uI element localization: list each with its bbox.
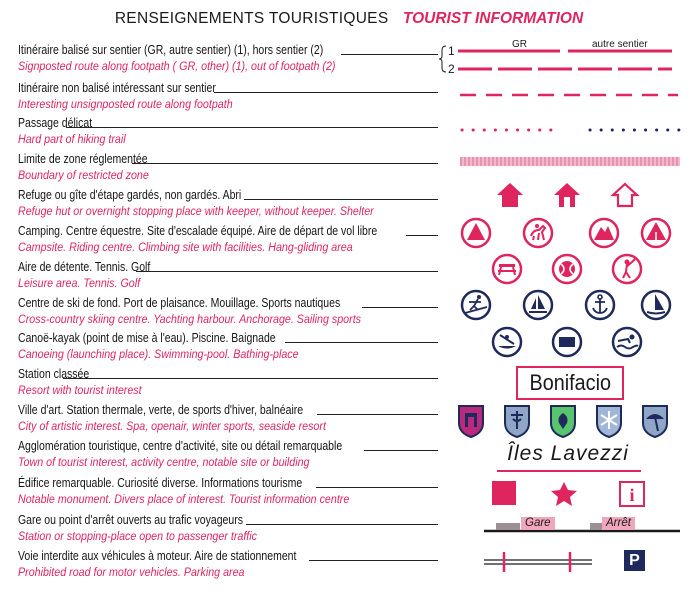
town-name: Îles Lavezzi [507, 442, 629, 465]
title-french: RENSEIGNEMENTS TOURISTIQUES [114, 10, 389, 27]
leader-line [364, 450, 438, 451]
legend-fr: Aire de détente. Tennis. Golf [18, 260, 151, 274]
legend-en: Prohibited road for motor vehicles. Parking area [18, 567, 245, 579]
symbol-sports-row [461, 290, 681, 322]
hang-gliding-icon [642, 219, 670, 247]
leader-line [406, 235, 438, 236]
tourist-town-example [488, 442, 648, 466]
legend-en: Interesting unsignposted route along footpath [18, 99, 233, 111]
legend-entry-unsignposted-route [18, 80, 438, 113]
legend-fr: Camping. Centre équestre. Site d'escalade équipé. Aire de départ de vol libre [18, 224, 378, 238]
tourist-info-icon [620, 482, 644, 506]
parking-icon [624, 550, 645, 571]
symbol-prohibited-road [484, 551, 594, 573]
symbol-station-row [484, 512, 684, 534]
legend-fr: Agglomération touristique, centre d'activité, site ou détail remarquable [18, 439, 343, 453]
tennis-icon [553, 255, 581, 283]
legend-fr: Limite de zone réglementée [18, 152, 148, 166]
legend-en: Signposted route along footpath ( GR, other) (1), out of footpath (2) [18, 61, 336, 73]
legend-entry-skiing [18, 295, 438, 328]
legend-en: Notable monument. Divers place of interest. Tourist information centre [18, 494, 350, 506]
legend-entry-prohibited-road [18, 548, 438, 581]
symbol-leisure-row [492, 254, 652, 286]
legend-fr: Édifice remarquable. Curiosité diverse. Informations tourisme [18, 476, 303, 490]
symbol-restricted-zone [460, 157, 680, 166]
resort-name: Bonifacio [529, 370, 611, 395]
symbol-city-shields [458, 405, 688, 439]
legend-entry-city-of-art [18, 402, 438, 435]
legend-fr: Ville d'art. Station thermale, verte, de sports d'hiver, balnéaire [18, 403, 304, 417]
symbol-hard-part [462, 127, 682, 135]
yachting-harbour-icon [524, 291, 552, 319]
spa-icon [505, 406, 529, 437]
canoe-icon [493, 328, 521, 356]
legend-en: Town of tourist interest, activity centre, notable site or building [18, 457, 310, 469]
bracket-label-1: 1 [448, 44, 455, 58]
legend-fr: Passage délicat [18, 116, 93, 130]
legend-en: Leisure area. Tennis. Golf [18, 278, 141, 290]
bracket-label-2: 2 [448, 62, 455, 76]
station-building [496, 523, 520, 530]
city-of-art-icon [459, 406, 483, 437]
info-letter: i [629, 485, 635, 505]
legend-fr: Station classée [18, 367, 90, 381]
title-english: TOURIST INFORMATION [402, 10, 584, 27]
winter-sports-icon [597, 406, 621, 437]
parking-letter: P [629, 551, 640, 569]
seaside-resort-icon [643, 406, 667, 437]
legend-en: Refuge hut or overnight stopping place with keeper, without keeper. Shelter [18, 206, 374, 218]
brace [439, 46, 446, 72]
legend-fr: Gare ou point d'arrêt ouverts au trafic voyageurs [18, 513, 243, 527]
symbol-refuge-row [497, 183, 647, 209]
legend-entry-camping [18, 223, 438, 256]
legend-fr: Itinéraire balisé sur sentier (GR, autre sentier) (1), hors sentier (2) [18, 43, 324, 57]
legend-entry-refuge [18, 187, 438, 220]
station-label-arret: Arrêt [602, 517, 635, 530]
star-icon [551, 482, 577, 506]
legend-entry-restricted-zone [18, 151, 438, 184]
legend-entry-tourist-town [18, 438, 438, 471]
symbol-water-row [492, 327, 652, 359]
leader-line [316, 487, 438, 488]
swimming-pool-icon [553, 328, 581, 356]
symbol-signposted-route [440, 38, 680, 78]
symbol-monument-row [492, 481, 652, 507]
leader-line [66, 127, 438, 128]
legend-fr: Centre de ski de fond. Port de plaisance. Mouillage. Sports nautiques [18, 296, 341, 310]
legend-entry-leisure [18, 259, 438, 292]
legend-en: City of artistic interest. Spa, openair, winter sports, seaside resort [18, 421, 326, 433]
refuge-kept-icon [497, 183, 523, 207]
notable-monument-icon [492, 481, 516, 505]
leader-line [309, 560, 438, 561]
legend-en: Boundary of restricted zone [18, 170, 149, 182]
legend-fr: Refuge ou gîte d'étape gardés, non gardés. Abri [18, 188, 242, 202]
leader-line [63, 378, 438, 379]
legend-entry-hard-part [18, 115, 438, 148]
legend-en: Canoeing (launching place). Swimming-pool. Bathing-place [18, 349, 299, 361]
legend-entry-monument [18, 475, 438, 508]
leader-line [317, 414, 438, 415]
leader-line [244, 199, 438, 200]
openair-resort-icon [551, 406, 575, 437]
leader-line [362, 307, 438, 308]
leader-line [136, 271, 438, 272]
legend-fr: Voie interdite aux véhicules à moteur. Aire de stationnement [18, 549, 297, 563]
climbing-site-icon [590, 219, 618, 247]
resort-example-box [516, 366, 624, 400]
legend-en: Campsite. Riding centre. Climbing site with facilities. Hang-gliding area [18, 242, 353, 254]
leader-line [246, 524, 438, 525]
riding-centre-icon [524, 219, 552, 247]
station-label-gare: Gare [521, 517, 555, 530]
leader-line [285, 342, 438, 343]
gr-label: GR [512, 39, 527, 50]
symbol-unsignposted-route [460, 92, 680, 100]
refuge-unkept-icon [554, 183, 580, 207]
leader-line [132, 163, 438, 164]
page-title [0, 10, 698, 28]
leader-line [341, 54, 438, 55]
legend-en: Station or stopping-place open to passenger traffic [18, 531, 258, 543]
anchorage-icon [586, 291, 614, 319]
symbol-camping-row [461, 218, 681, 250]
cross-country-ski-icon [462, 291, 490, 319]
legend-fr: Itinéraire non balisé intéressant sur sentier [18, 81, 216, 95]
golf-icon [613, 255, 641, 283]
bathing-place-icon [613, 328, 641, 356]
picnic-icon [493, 255, 521, 283]
legend-en: Cross-country skiing centre. Yachting harbour. Anchorage. Sailing sports [18, 314, 362, 326]
other-path-label: autre sentier [592, 39, 648, 50]
leader-line [214, 92, 438, 93]
town-underline [497, 470, 641, 472]
sailing-sports-icon [642, 291, 670, 319]
campsite-icon [462, 219, 490, 247]
legend-entry-station [18, 512, 438, 545]
legend-entry-canoe [18, 330, 438, 363]
legend-entry-resort [18, 366, 438, 399]
shelter-icon [613, 184, 637, 206]
legend-en: Resort with tourist interest [18, 385, 142, 397]
legend-en: Hard part of hiking trail [18, 134, 126, 146]
legend-fr: Canoë-kayak (point de mise à l'eau). Piscine. Baignade [18, 331, 276, 345]
legend-entry-signposted-route [18, 42, 438, 75]
